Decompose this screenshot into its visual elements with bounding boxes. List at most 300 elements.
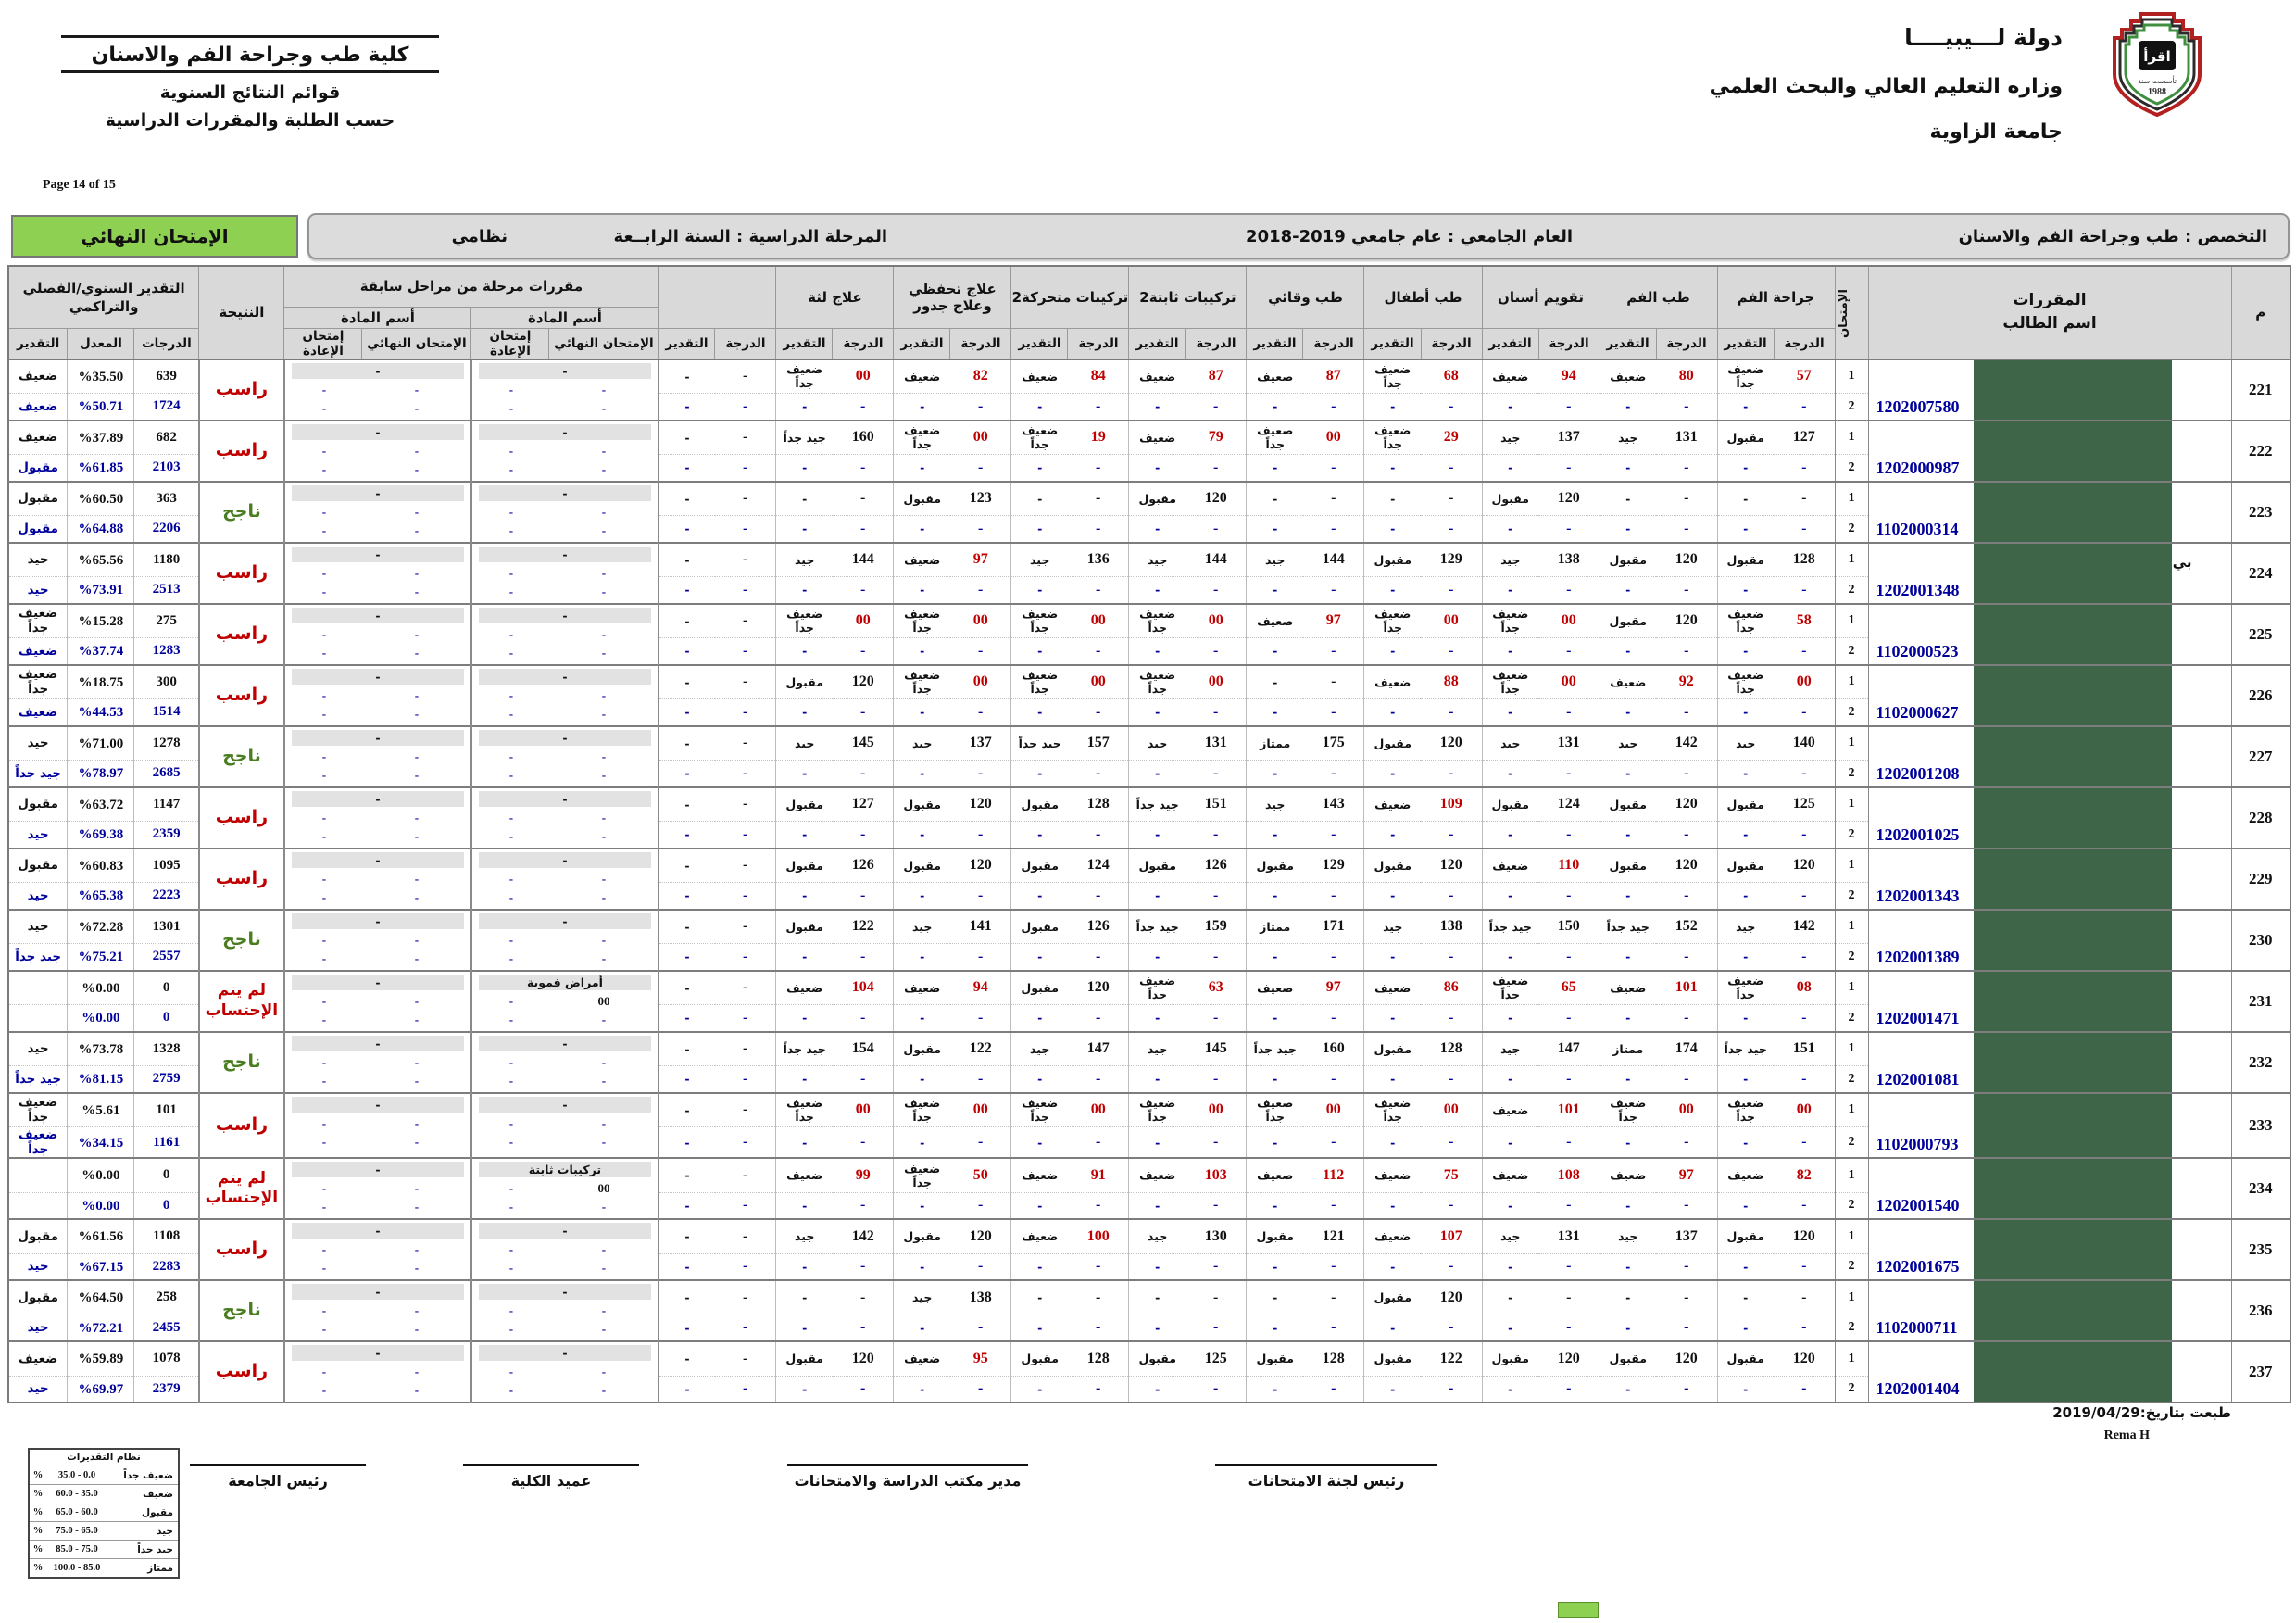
course-assessment: مقبول: [1011, 1341, 1068, 1376]
course-grade-s2: -: [1538, 455, 1600, 482]
semester-number: 2: [1835, 638, 1868, 665]
course-assessment: مقبول: [1247, 1341, 1303, 1376]
student-id: 1202001404: [1876, 1379, 1960, 1398]
previous-values-row2: [285, 705, 470, 723]
points-sub-header: الدرجات: [134, 328, 199, 359]
previous-course-cell: [284, 1219, 471, 1280]
course-assessment-s2: -: [1600, 822, 1656, 849]
course-assessment: جيد: [1482, 726, 1538, 761]
semester-number: 2: [1835, 394, 1868, 421]
course-grade: -: [1421, 482, 1482, 516]
course-assessment-s2: -: [894, 822, 950, 849]
course-assessment-s2: -: [1011, 577, 1068, 604]
course-grade-s2: -: [1421, 577, 1482, 604]
course-assessment: ضعيف جداً: [1364, 421, 1421, 455]
previous-final-grade: -: [414, 932, 420, 947]
course-grade-s2: -: [1303, 761, 1364, 787]
course-grade-s2: -: [950, 1127, 1011, 1159]
course-grade-s2: -: [833, 883, 894, 910]
course-grade-s2: -: [1186, 1376, 1247, 1403]
course-grade-s2: -: [950, 577, 1011, 604]
course-grade: -: [1538, 1280, 1600, 1315]
previous-values-row: [472, 1302, 658, 1320]
cumulative-points: 2759: [134, 1066, 199, 1093]
course-assessment-s2: -: [776, 1315, 833, 1341]
previous-repeat-grade2: -: [508, 1261, 514, 1275]
ministry-name: وزاره التعليم العالي والبحث العلمي: [1709, 75, 2063, 98]
course-assessment: -: [659, 1032, 715, 1066]
previous-repeat-grade2: -: [508, 461, 514, 476]
previous-final-grade2: -: [414, 584, 420, 598]
cumulative-average-value: %69.38: [78, 827, 124, 843]
course-assessment: جيد: [776, 543, 833, 577]
course-grade: 137: [950, 726, 1011, 761]
cumulative-average: [68, 1127, 134, 1159]
course-grade-s2: -: [950, 638, 1011, 665]
student-name-redaction: [1974, 726, 2172, 787]
previous-final-grade: -: [414, 1181, 420, 1195]
course-grade: 120: [1656, 849, 1717, 883]
course-grade: -: [715, 1032, 776, 1066]
course-assessment: ضعيف: [1364, 1158, 1421, 1192]
course-grade: 128: [1421, 1032, 1482, 1066]
previous-values-row: [472, 442, 658, 460]
previous-values-row2: [472, 1133, 658, 1151]
previous-course-cell: [284, 665, 471, 726]
previous-final-grade: -: [601, 1365, 607, 1378]
previous-repeat-grade: -: [321, 1242, 327, 1256]
grade-sub-header: الدرجة: [1186, 328, 1247, 359]
previous-values-row: [285, 1240, 470, 1259]
previous-values-row: [285, 442, 470, 460]
course-assessment-s2: -: [776, 1376, 833, 1403]
result-cell: [199, 421, 284, 482]
course-assessment-s2: -: [1364, 1376, 1421, 1403]
previous-final-grade: -: [414, 993, 420, 1008]
previous-course-name: تركيبات ثابتة: [479, 1162, 651, 1177]
course-grade-s2: -: [950, 1192, 1011, 1219]
course-assessment: ممتاز: [1247, 910, 1303, 944]
annual-average-value: %37.89: [78, 430, 124, 446]
annual-grade: جيد: [8, 726, 68, 761]
student-id: 1202001208: [1876, 763, 1960, 783]
course-grade-s2: -: [1656, 1127, 1717, 1159]
course-assessment: جيد جداً: [1600, 910, 1656, 944]
course-assessment: ضعيف: [1600, 665, 1656, 699]
course-assessment: ممتاز: [1247, 726, 1303, 761]
course-grade-s2: -: [1068, 394, 1129, 421]
course-assessment: ضعيف جداً: [1364, 359, 1421, 394]
course-grade: 97: [1303, 971, 1364, 1005]
course-grade: -: [715, 910, 776, 944]
previous-values-row: [285, 1053, 470, 1072]
result-cell: [199, 1158, 284, 1219]
course-assessment: مقبول: [776, 910, 833, 944]
previous-course-cell: [471, 1280, 659, 1341]
course-grade: 00: [1538, 665, 1600, 699]
course-assessment-s2: -: [1011, 638, 1068, 665]
previous-values-row2: [472, 1011, 658, 1029]
previous-final-grade: -: [601, 932, 607, 947]
course-grade-s2: -: [1538, 1127, 1600, 1159]
previous-values-row2: [472, 460, 658, 479]
course-assessment: ضعيف: [894, 1341, 950, 1376]
course-assessment-s2: -: [659, 883, 715, 910]
grade-sub-header: الدرجة: [1421, 328, 1482, 359]
course-grade: 00: [1303, 421, 1364, 455]
previous-final-grade: -: [414, 565, 420, 580]
course-grade: 84: [1068, 359, 1129, 394]
student-serial: 234: [2231, 1158, 2290, 1219]
previous-values-row2: [285, 1072, 470, 1090]
previous-final-grade: -: [601, 382, 607, 396]
course-assessment: جيد جداً: [1482, 910, 1538, 944]
student-name-redaction: [1974, 787, 2172, 849]
semester-number: 2: [1835, 1005, 1868, 1032]
result-cell: [199, 665, 284, 726]
previous-final-grade2: -: [414, 767, 420, 782]
grade-word-sub-header: التقدير: [8, 328, 68, 359]
course-assessment-s2: -: [1600, 638, 1656, 665]
course-grade: 157: [1068, 726, 1129, 761]
course-assessment-s2: -: [894, 699, 950, 726]
semester-number: 2: [1835, 1127, 1868, 1159]
annual-points: 1278: [134, 726, 199, 761]
previous-values-row2: [472, 1072, 658, 1090]
course-grade-s2: -: [1774, 638, 1835, 665]
course-assessment-s2: -: [894, 1066, 950, 1093]
result-cell: [199, 1093, 284, 1159]
course-grade-s2: -: [1774, 455, 1835, 482]
course-assessment: مقبول: [1482, 787, 1538, 822]
previous-course-cell: [471, 359, 659, 421]
course-assessment-s2: -: [894, 1127, 950, 1159]
assessment-sub-header: التقدير: [1129, 328, 1186, 359]
annual-grade: جيد: [8, 543, 68, 577]
cumulative-points: 2557: [134, 944, 199, 971]
annual-average-value: %72.28: [78, 919, 124, 935]
legend-grade-name: ضعيف: [143, 1488, 173, 1500]
course-assessment: جيد: [1129, 726, 1186, 761]
legend-row: [30, 1503, 178, 1521]
course-assessment: مقبول: [894, 1219, 950, 1253]
previous-course-cell: [471, 971, 659, 1032]
semester-number: 1: [1835, 1341, 1868, 1376]
previous-final-grade2: -: [414, 950, 420, 965]
course-grade: 144: [1303, 543, 1364, 577]
course-assessment-s2: -: [1011, 1315, 1068, 1341]
annual-grade: ضعيف: [8, 359, 68, 394]
previous-values-row: [285, 686, 470, 705]
column-header-summary: [8, 266, 199, 328]
course-assessment-s2: -: [1600, 1127, 1656, 1159]
course-assessment: جيد: [1482, 421, 1538, 455]
course-grade: -: [1303, 482, 1364, 516]
column-header-course: طب وقائي: [1247, 266, 1364, 328]
student-name-cell: [1868, 849, 2231, 910]
course-assessment: ضعيف جداً: [1247, 1093, 1303, 1127]
annual-points: 639: [134, 359, 199, 394]
cumulative-points: 1514: [134, 699, 199, 726]
previous-repeat-grade2: -: [321, 461, 327, 476]
annual-average: [68, 421, 134, 455]
annual-average: [68, 665, 134, 699]
course-grade-s2: -: [1421, 1005, 1482, 1032]
previous-course-name: -: [292, 363, 464, 379]
course-assessment: -: [659, 1219, 715, 1253]
column-header-course: طب أطفال: [1364, 266, 1482, 328]
cumulative-average: [68, 455, 134, 482]
exam-vertical-label: الإمتحان: [1836, 289, 1851, 339]
page-number: Page 14 of 15: [43, 178, 116, 192]
previous-course-name: -: [292, 1036, 464, 1051]
course-grade: 00: [1774, 665, 1835, 699]
cumulative-grade: جيد جداً: [8, 761, 68, 787]
course-assessment: مقبول: [1600, 849, 1656, 883]
course-grade-s2: -: [1186, 1192, 1247, 1219]
annual-average-value: %0.00: [82, 980, 120, 996]
course-assessment: -: [659, 421, 715, 455]
semester-number: 2: [1835, 822, 1868, 849]
course-assessment: ضعيف: [1364, 1219, 1421, 1253]
course-assessment: مقبول: [776, 665, 833, 699]
previous-course-cell: [284, 971, 471, 1032]
cumulative-grade: جيد جداً: [8, 944, 68, 971]
course-assessment-s2: -: [1364, 1192, 1421, 1219]
annual-average: [68, 1341, 134, 1376]
course-assessment: مقبول: [1482, 482, 1538, 516]
cumulative-points: 1161: [134, 1127, 199, 1159]
previous-values-row2: [472, 522, 658, 540]
course-assessment-s2: -: [1129, 455, 1186, 482]
previous-course-name: -: [479, 424, 651, 440]
course-grade: 160: [833, 421, 894, 455]
course-assessment: مقبول: [776, 849, 833, 883]
course-assessment-s2: -: [659, 455, 715, 482]
course-assessment-s2: -: [1600, 455, 1656, 482]
legend-grade-range: 60.0 - 35.0: [56, 1489, 98, 1499]
previous-final-grade2: -: [414, 1073, 420, 1088]
course-assessment-s2: -: [1717, 1315, 1774, 1341]
annual-points: 363: [134, 482, 199, 516]
cumulative-average-value: %50.71: [78, 399, 124, 415]
course-assessment-s2: -: [1364, 455, 1421, 482]
previous-course-name: -: [292, 1284, 464, 1300]
course-grade-s2: -: [1656, 1253, 1717, 1280]
legend-title: نظام التقديرات: [30, 1450, 178, 1466]
annual-average: [68, 604, 134, 638]
previous-final-grade: -: [414, 626, 420, 641]
course-assessment: -: [659, 359, 715, 394]
course-assessment: ضعيف جداً: [1129, 665, 1186, 699]
course-grade-s2: -: [833, 516, 894, 543]
course-assessment: مقبول: [1364, 1032, 1421, 1066]
annual-average-value: %18.75: [78, 674, 124, 690]
signature-label: رئيس لجنة الامتحانات: [1248, 1472, 1405, 1490]
course-assessment-s2: -: [894, 1192, 950, 1219]
previous-values-row: [285, 625, 470, 644]
course-assessment-s2: -: [659, 577, 715, 604]
previous-repeat-grade: -: [321, 687, 327, 702]
course-grade: 00: [1656, 1093, 1717, 1127]
course-grade-s2: -: [1774, 516, 1835, 543]
course-grade-s2: -: [1774, 761, 1835, 787]
previous-final-grade2: -: [414, 400, 420, 415]
course-grade: 138: [1421, 910, 1482, 944]
cumulative-average: [68, 394, 134, 421]
semester-number: 1: [1835, 1219, 1868, 1253]
course-grade: 120: [1774, 1341, 1835, 1376]
previous-repeat-grade: -: [321, 626, 327, 641]
student-id: 1202001675: [1876, 1257, 1960, 1276]
course-grade: 120: [1421, 849, 1482, 883]
course-grade: 122: [950, 1032, 1011, 1066]
course-assessment: -: [1600, 482, 1656, 516]
course-assessment: جيد: [1364, 910, 1421, 944]
student-serial: 228: [2231, 787, 2290, 849]
student-row: [8, 787, 2290, 822]
semester-number: 1: [1835, 482, 1868, 516]
previous-final-grade2: -: [601, 1200, 607, 1214]
result-cell: [199, 787, 284, 849]
course-grade: -: [1068, 1280, 1129, 1315]
annual-grade: جيد: [8, 1032, 68, 1066]
course-assessment: -: [1247, 482, 1303, 516]
specialization-label: التخصص : طب وجراحة الفم والاسنان: [1958, 226, 2267, 246]
previous-final-grade: -: [601, 871, 607, 886]
course-grade-s2: -: [1656, 1005, 1717, 1032]
course-grade-s2: -: [833, 455, 894, 482]
course-grade-s2: -: [1421, 761, 1482, 787]
previous-final-grade: -: [601, 443, 607, 458]
course-assessment-s2: -: [776, 883, 833, 910]
student-row: [8, 665, 2290, 699]
student-name-redaction: [1974, 1032, 2172, 1093]
course-grade-s2: -: [1656, 1376, 1717, 1403]
course-grade: 125: [1774, 787, 1835, 822]
course-assessment-s2: -: [1011, 455, 1068, 482]
annual-grade: مقبول: [8, 787, 68, 822]
course-assessment: ضعيف: [1600, 971, 1656, 1005]
previous-final-grade2: -: [414, 1261, 420, 1275]
previous-values-row2: [472, 644, 658, 662]
previous-course-cell: [284, 543, 471, 604]
cumulative-average-value: %72.21: [78, 1320, 124, 1336]
course-grade: 120: [950, 787, 1011, 822]
course-assessment: ضعيف: [1482, 849, 1538, 883]
previous-values-row: [285, 931, 470, 950]
result-text: راسب: [215, 439, 269, 460]
legend-grade-name: ممتاز: [147, 1562, 173, 1574]
course-grade: 82: [950, 359, 1011, 394]
course-grade: 00: [1538, 604, 1600, 638]
course-grade: 101: [1538, 1093, 1600, 1127]
course-grade: -: [1186, 1280, 1247, 1315]
course-assessment-s2: -: [1600, 1376, 1656, 1403]
course-grade-s2: -: [1303, 1376, 1364, 1403]
annual-points: 258: [134, 1280, 199, 1315]
course-assessment-s2: -: [1600, 883, 1656, 910]
previous-course-name: -: [292, 547, 464, 562]
semester-number: 2: [1835, 516, 1868, 543]
course-assessment: -: [659, 1158, 715, 1192]
course-grade-s2: -: [1068, 455, 1129, 482]
previous-subject-header: أسم المادة: [284, 307, 471, 328]
course-assessment-s2: -: [1717, 761, 1774, 787]
annual-grade: [8, 971, 68, 1005]
previous-values-row: [285, 1179, 470, 1198]
course-grade-s2: -: [1421, 699, 1482, 726]
previous-course-name: -: [292, 669, 464, 685]
course-grade: 150: [1538, 910, 1600, 944]
course-grade-s2: -: [950, 1376, 1011, 1403]
course-assessment: جيد: [776, 1219, 833, 1253]
semester-number: 1: [1835, 1093, 1868, 1127]
logo-motto: اقرأ: [2143, 48, 2171, 65]
course-grade: 127: [833, 787, 894, 822]
course-assessment-s2: -: [1717, 516, 1774, 543]
course-grade: 131: [1656, 421, 1717, 455]
course-grade-s2: -: [950, 883, 1011, 910]
course-assessment-s2: -: [1482, 883, 1538, 910]
course-grade-s2: -: [715, 761, 776, 787]
previous-repeat-grade2: -: [321, 828, 327, 843]
course-assessment: -: [659, 665, 715, 699]
assessment-sub-header: التقدير: [1364, 328, 1421, 359]
student-row: [8, 1341, 2290, 1376]
previous-final-grade2: -: [414, 1383, 420, 1397]
course-assessment: ضعيف جداً: [1011, 1093, 1068, 1127]
course-grade: 120: [1774, 849, 1835, 883]
semester-number: 2: [1835, 1066, 1868, 1093]
student-name-redaction: [1974, 971, 2172, 1032]
result-text: راسب: [215, 867, 269, 888]
cumulative-average-value: %64.88: [78, 522, 124, 537]
previous-repeat-grade2: -: [321, 584, 327, 598]
course-assessment-s2: -: [659, 761, 715, 787]
previous-values-row: [472, 381, 658, 399]
previous-values-row2: [285, 522, 470, 540]
course-grade-s2: -: [1303, 516, 1364, 543]
student-serial: 232: [2231, 1032, 2290, 1093]
previous-course-cell: [284, 910, 471, 971]
course-grade-s2: -: [833, 1315, 894, 1341]
student-name-redaction: [1974, 482, 2172, 543]
previous-repeat-grade2: -: [321, 1200, 327, 1214]
course-grade-s2: -: [1774, 1253, 1835, 1280]
course-grade-s2: -: [1303, 883, 1364, 910]
student-id: 1102000523: [1876, 641, 1959, 661]
previous-values-row: [285, 1363, 470, 1381]
course-assessment-s2: -: [1600, 1315, 1656, 1341]
previous-final-grade: -: [601, 565, 607, 580]
course-grade: 120: [950, 849, 1011, 883]
course-grade-s2: -: [950, 822, 1011, 849]
previous-final-grade: -: [601, 749, 607, 763]
course-assessment: ضعيف: [1129, 359, 1186, 394]
course-assessment: ضعيف: [894, 543, 950, 577]
course-grade: 174: [1656, 1032, 1717, 1066]
student-id: 1102000793: [1876, 1135, 1959, 1153]
course-assessment-s2: -: [776, 1192, 833, 1219]
course-assessment: -: [1247, 665, 1303, 699]
previous-final-grade2: -: [414, 522, 420, 537]
course-assessment-s2: -: [1011, 761, 1068, 787]
course-grade-s2: -: [950, 1253, 1011, 1280]
previous-course-name: -: [479, 791, 651, 807]
legend-grade-range: 65.0 - 60.0: [56, 1507, 98, 1517]
annual-average-value: %35.50: [78, 369, 124, 384]
